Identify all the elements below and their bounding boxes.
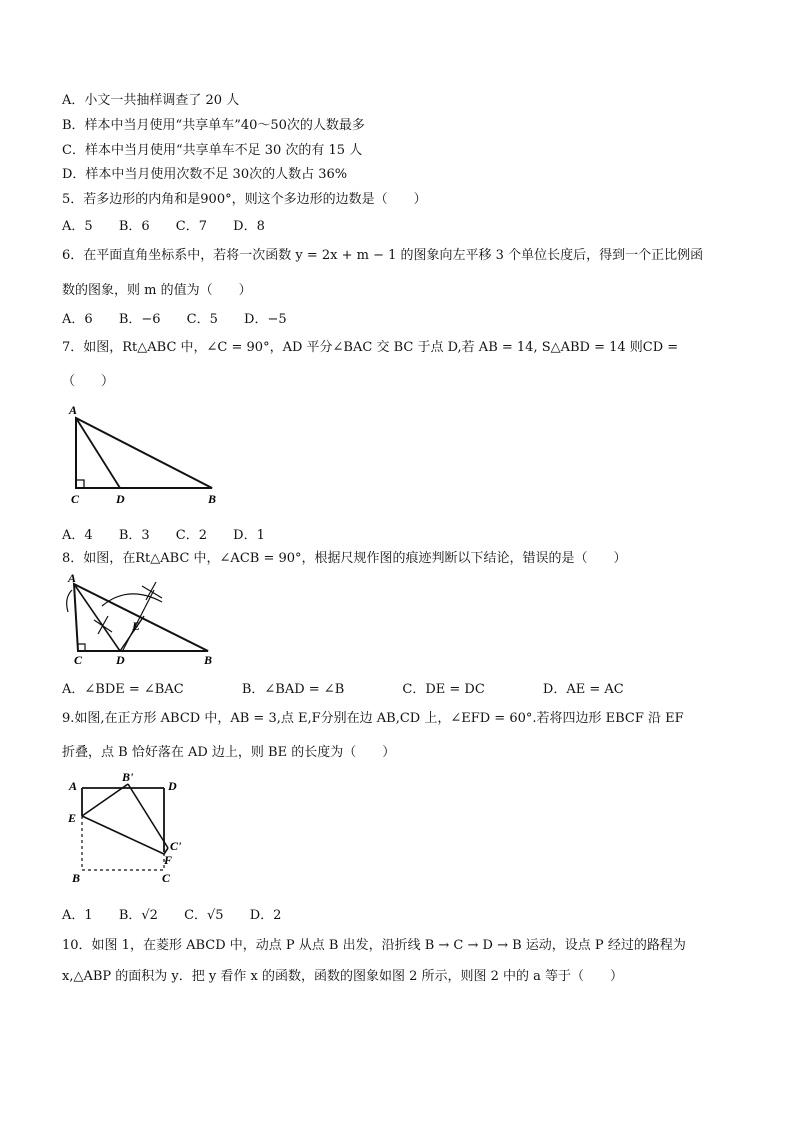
q9-option-b: B．√2 (118, 908, 158, 923)
q8-segment-ad (74, 584, 120, 651)
q8-option-a: A．∠BDE = ∠BAC (62, 682, 184, 697)
q6-option-b: B．−6 (118, 312, 161, 327)
q5-text: 5．若多边形的内角和是900°，则这个多边形的边数是（ ） (62, 192, 427, 207)
q4-option-a: A．小文一共抽样调查了 20 人 (62, 93, 240, 108)
q6-options (62, 308, 309, 327)
q8-option-d: D．AE = AC (542, 682, 624, 697)
q8-arc-a (67, 590, 72, 612)
q7-option-b: B．3 (118, 528, 150, 543)
q8-label-e: E (132, 619, 141, 633)
q7-triangle-figure (66, 400, 226, 510)
q10-text-line1: 10．如图 1，在菱形 ABCD 中，动点 P 从点 B 出发，沿折线 B → C → D → B 运动，设点 P 经过的路程为 (62, 938, 686, 953)
q7-right-angle-mark (76, 480, 84, 488)
q9-label-e: E (68, 811, 77, 825)
q8-arc-b (102, 594, 162, 606)
q8-text: 8．如图，在Rt△ABC 中，∠ACB = 90°，根据尺规作图的痕迹判断以下结论，错误的是（ ） (62, 551, 627, 566)
q9-options (62, 904, 303, 923)
q7-option-a: A．4 (62, 528, 93, 543)
q8-label-a: A (68, 571, 77, 585)
q9-fold-figure (64, 770, 204, 890)
q9-text-line1: 9.如图,在正方形 ABCD 中，AB = 3,点 E,F分别在边 AB,CD 上，∠EFD = 60°.若将四边形 EBCF 沿 EF (62, 711, 684, 726)
q8-right-angle-mark (78, 644, 85, 651)
q6-text-line1: 6．在平面直角坐标系中，若将一次函数 y = 2x + m − 1 的图象向左平移 3 个单位长度后，得到一个正比例函 (62, 248, 704, 263)
q9-label-f: F (164, 853, 173, 867)
q6-option-c: C．5 (186, 312, 218, 327)
q7-label-d: D (116, 492, 125, 506)
q4-option-b: B．样本中当月使用“共享单车”40～50次的人数最多 (62, 118, 365, 133)
q7-label-a: A (69, 403, 78, 417)
q7-label-b: B (208, 492, 217, 506)
q6-text-line2: 数的图象，则 m 的值为（ ） (62, 283, 252, 298)
q5-option-d: D．8 (233, 219, 265, 234)
q8-label-d: D (116, 653, 125, 667)
q8-label-b: B (204, 653, 213, 667)
q5-option-b: B．6 (118, 219, 150, 234)
q9-label-b-prime: B' (122, 770, 134, 784)
q7-text-line1: 7．如图，Rt△ABC 中，∠C = 90°，AD 平分∠BAC 交 BC 于点 D,若 AB = 14, S△ABD = 14 则CD = (62, 340, 679, 355)
q5-option-a: A．5 (62, 219, 93, 234)
q9-text-line2: 折叠，点 B 恰好落在 AD 边上，则 BE 的长度为（ ） (62, 745, 396, 760)
q10-text-line2: x,△ABP 的面积为 y．把 y 看作 x 的函数，函数的图象如图 2 所示，则图 2 中的 a 等于（ ） (62, 969, 624, 984)
q9-label-a: A (69, 779, 78, 793)
q7-label-c: C (71, 492, 80, 506)
q5-options (62, 215, 287, 234)
q9-option-a: A．1 (62, 908, 93, 923)
q8-options (62, 678, 678, 697)
q7-option-d: D．1 (233, 528, 265, 543)
q9-label-c-prime: C' (170, 839, 182, 853)
q6-option-d: D．−5 (244, 312, 287, 327)
q9-original-ebcf-dashed (82, 816, 164, 870)
q6-option-a: A．6 (62, 312, 93, 327)
q9-option-c: C．√5 (184, 908, 224, 923)
q9-option-d: D．2 (249, 908, 282, 923)
q7-triangle (76, 418, 212, 488)
q9-label-d: D (168, 779, 177, 793)
q7-options (62, 524, 287, 543)
q7-text-line2: （ ） (62, 374, 115, 389)
q8-label-c: C (74, 653, 83, 667)
q8-option-b: B．∠BAD = ∠B (241, 682, 345, 697)
q8-construction-figure (62, 572, 222, 672)
q5-option-c: C．7 (175, 219, 207, 234)
q4-option-c: C．样本中当月使用“共享单车不足 30 次的有 15 人 (62, 143, 363, 158)
q9-label-b: B (72, 871, 81, 885)
q9-label-c: C (162, 871, 171, 885)
q8-option-c: C．DE = DC (402, 682, 485, 697)
q9-folded-bc (128, 784, 168, 848)
q7-option-c: C．2 (175, 528, 207, 543)
q4-option-d: D．样本中当月使用次数不足 30次的人数占 36% (62, 167, 348, 182)
q8-cross-mark-1 (94, 616, 112, 634)
